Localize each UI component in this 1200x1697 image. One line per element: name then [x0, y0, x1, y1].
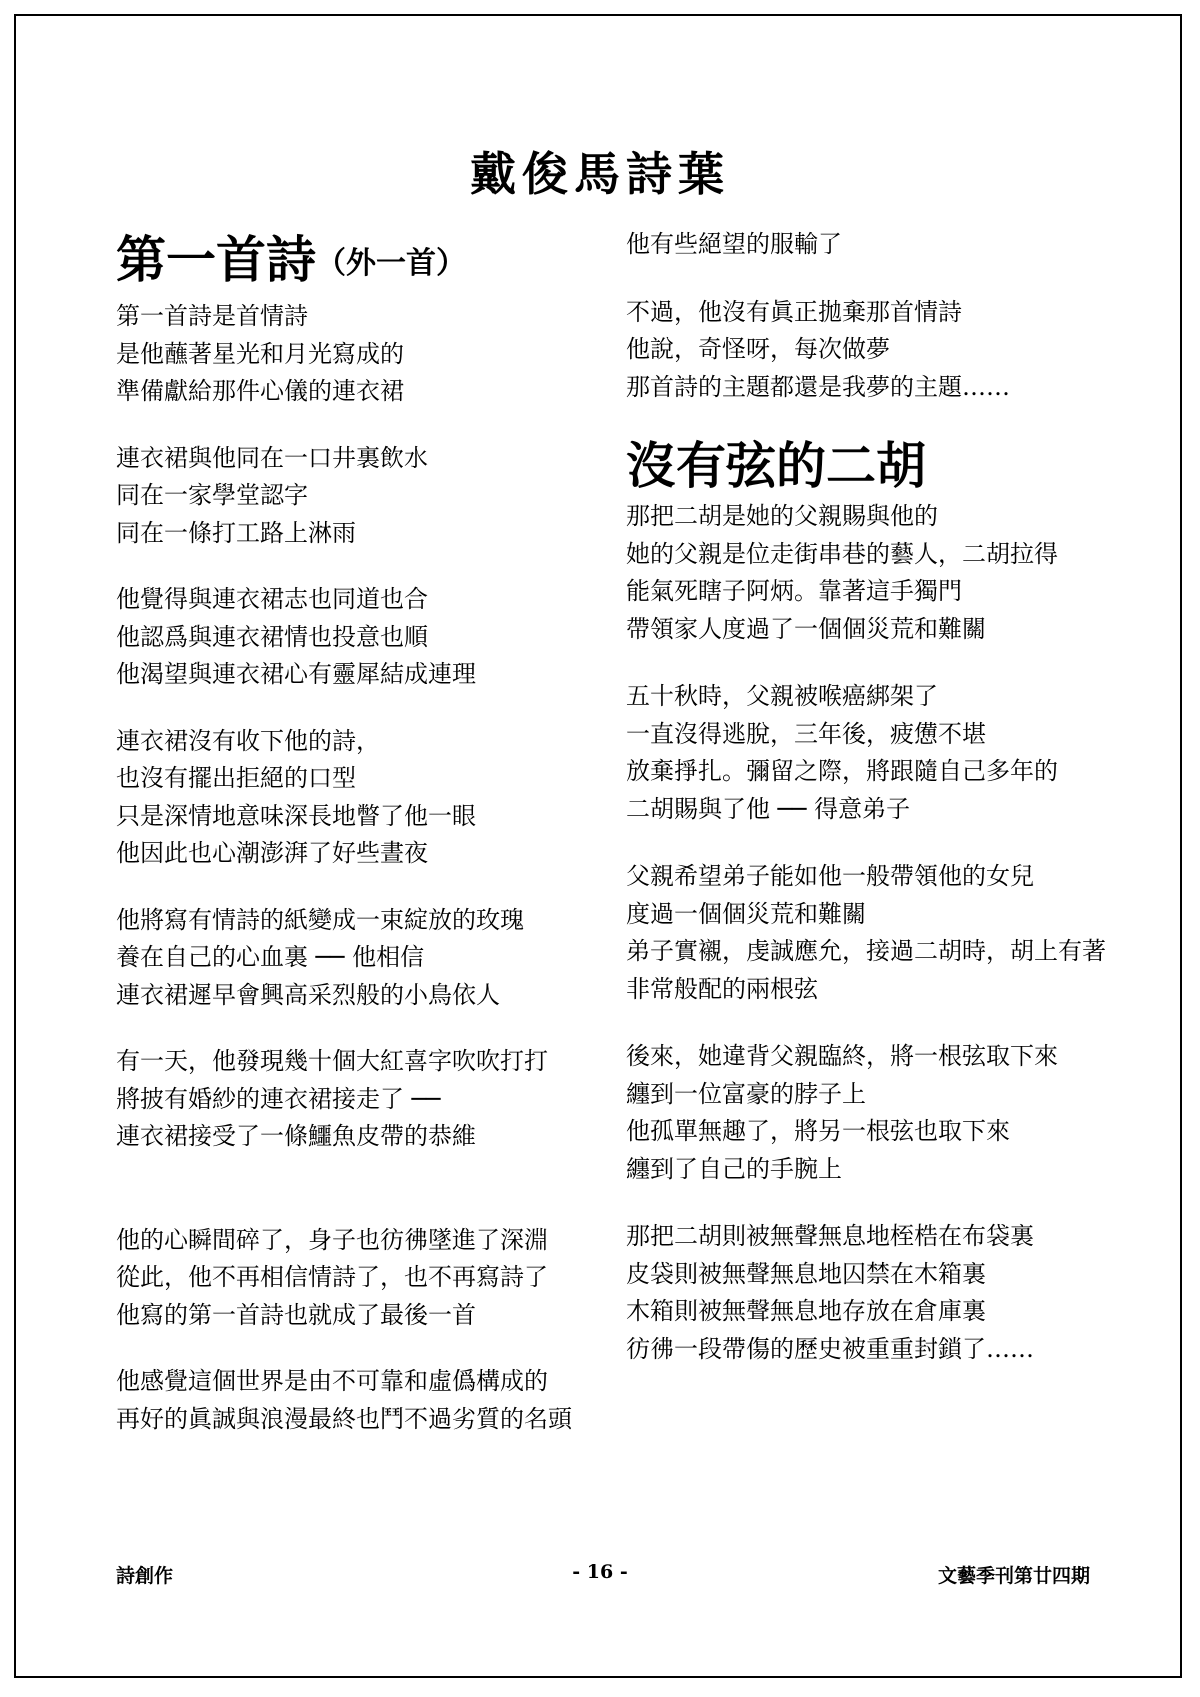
poem-line: 他有些絕望的服輸了	[626, 230, 842, 258]
poem-line: 那把二胡則被無聲無息地桎梏在布袋裏	[626, 1222, 1034, 1250]
poem-line: 他的心瞬間碎了，身子也彷彿墜進了深淵	[116, 1225, 548, 1254]
poem-line: 她的父親是位走街串巷的藝人，二胡拉得	[626, 539, 1058, 568]
stanza	[626, 858, 1166, 1008]
poem-line: 他認爲與連衣裙情也投意也順	[116, 622, 428, 651]
poem-line: 連衣裙遲早會興高采烈般的小鳥依人	[116, 980, 500, 1009]
poem-line: 那首詩的主題都還是我夢的主題……	[626, 372, 1010, 401]
poem-line: 同在一條打工路上淋雨	[116, 518, 356, 547]
poem-line: 父親希望弟子能如他一般帶領他的女兒	[626, 862, 1034, 890]
poem-line: 他渴望與連衣裙心有靈犀結成連理	[116, 660, 476, 688]
stanza	[116, 1222, 616, 1335]
poem1-title: 第一首詩	[116, 230, 316, 289]
poem-line: 他將寫有情詩的紙變成一束綻放的玫瑰	[116, 905, 524, 934]
poem-line: 連衣裙沒有收下他的詩，	[116, 726, 380, 755]
poem1-subtitle: （外一首）	[316, 246, 466, 281]
stanza	[626, 226, 1166, 264]
poem-line: 帶領家人度過了一個個災荒和難關	[626, 614, 986, 643]
poem-line: 非常般配的兩根弦	[626, 974, 818, 1003]
stanza	[116, 581, 616, 694]
poem-line: 二胡賜與了他 ── 得意弟子	[626, 794, 911, 823]
poem-line: 也沒有擺出拒絕的口型	[116, 764, 356, 792]
stanza	[116, 298, 616, 411]
poem1-body	[116, 298, 616, 1438]
poem-line: 一直沒得逃脫，三年後，疲憊不堪	[626, 719, 986, 748]
poem2-body	[626, 498, 1166, 1368]
poem-line: 有一天，他發現幾十個大紅喜字吹吹打打	[116, 1047, 548, 1075]
page-title: 戴俊馬詩葉	[470, 147, 730, 201]
poem-line: 他覺得與連衣裙志也同道也合	[116, 585, 428, 613]
poem-line: 第一首詩是首情詩	[116, 302, 308, 330]
poem-line: 不過，他沒有眞正拋棄那首情詩	[626, 297, 962, 326]
poem-line: 後來，她違背父親臨終，將一根弦取下來	[626, 1042, 1058, 1070]
poem-line: 養在自己的心血裏 ── 他相信	[116, 943, 425, 971]
poem-line: 能氣死瞎子阿炳。靠著這手獨門	[626, 577, 962, 605]
poem-line: 同在一家學堂認字	[116, 481, 308, 509]
stanza	[116, 723, 616, 873]
stanza	[626, 1218, 1166, 1368]
poem-line: 彷彿一段帶傷的歷史被重重封鎖了……	[626, 1334, 1034, 1363]
poem1-title-block	[116, 230, 616, 294]
stanza	[116, 1363, 616, 1438]
stanza	[626, 498, 1166, 648]
poem-line: 只是深情地意味深長地瞥了他一眼	[116, 801, 476, 830]
stanza	[116, 1043, 616, 1156]
right-column	[626, 226, 1166, 1398]
stanza	[626, 1038, 1166, 1188]
poem-line: 五十秋時，父親被喉癌綁架了	[626, 682, 938, 710]
poem-line: 他感覺這個世界是由不可靠和虛僞構成的	[116, 1367, 548, 1395]
poem-line: 纏到一位富豪的脖子上	[626, 1079, 866, 1108]
poem-line: 準備獻給那件心儀的連衣裙	[116, 377, 404, 405]
poem-line: 他因此也心潮澎湃了好些晝夜	[116, 839, 428, 867]
stanza	[116, 440, 616, 553]
poem-line: 他寫的第一首詩也就成了最後一首	[116, 1300, 476, 1329]
poem-line: 弟子實襯，虔誠應允，接過二胡時，胡上有著	[626, 937, 1106, 965]
poem-line: 將披有婚紗的連衣裙接走了 ──	[116, 1084, 441, 1113]
footer-page-number: - 16 -	[572, 1561, 628, 1583]
stanza	[116, 902, 616, 1015]
poem-line: 連衣裙接受了一條鱷魚皮帶的恭維	[116, 1122, 476, 1150]
poem-line: 纏到了自己的手腕上	[626, 1154, 842, 1183]
poem1-continuation	[626, 226, 1166, 406]
poem-line: 木箱則被無聲無息地存放在倉庫裏	[626, 1297, 986, 1325]
poem-line: 那把二胡是她的父親賜與他的	[626, 502, 938, 530]
poem-line: 他說，奇怪呀，每次做夢	[626, 335, 890, 363]
poem-line: 連衣裙與他同在一口井裏飲水	[116, 443, 428, 472]
poem-line: 放棄掙扎。彌留之際，將跟隨自己多年的	[626, 757, 1058, 785]
stanza	[626, 294, 1166, 407]
stanza	[626, 678, 1166, 828]
left-column	[116, 230, 616, 1467]
footer-section: 詩創作	[116, 1565, 174, 1587]
poem-line: 是他蘸著星光和月光寫成的	[116, 339, 404, 368]
footer-publication: 文藝季刊第廿四期	[937, 1565, 1090, 1587]
poem-line: 皮袋則被無聲無息地囚禁在木箱裏	[626, 1259, 986, 1288]
poem-line: 再好的眞誠與浪漫最終也鬥不過劣質的名頭	[116, 1404, 572, 1433]
poem-line: 他孤單無趣了，將另一根弦也取下來	[626, 1117, 1010, 1145]
poem-line: 度過一個個災荒和難關	[626, 899, 866, 928]
poem-line: 從此，他不再相信情詩了，也不再寫詩了	[116, 1263, 548, 1291]
poem2-title: 沒有弦的二胡	[626, 436, 926, 495]
